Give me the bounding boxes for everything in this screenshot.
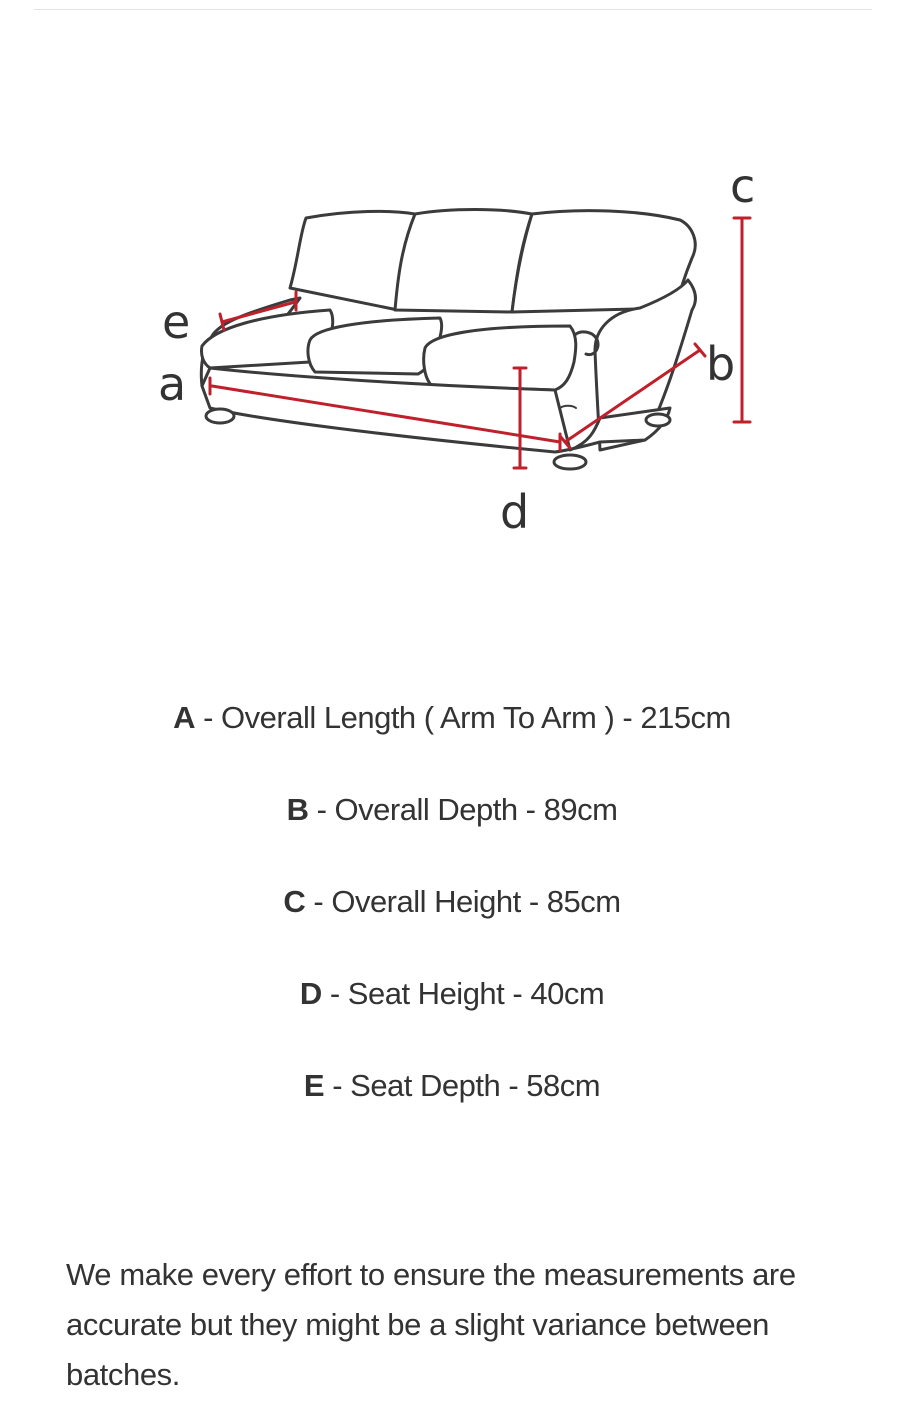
label-c: c [730, 159, 756, 213]
spec-text: Seat Height - 40cm [347, 976, 605, 1011]
spec-row-d [0, 966, 904, 1058]
skirt-detail [560, 406, 576, 408]
sofa-dimension-diagram [140, 150, 780, 550]
label-b: b [706, 337, 736, 391]
spec-key: C [283, 884, 306, 919]
spec-separator: - [321, 976, 348, 1011]
measurement-disclaimer: We make every effort to ensure the measurements are accurate but they might be a slight variance between batches. [66, 1257, 796, 1392]
label-e: e [162, 295, 191, 349]
dimension-spec-list [0, 690, 904, 1150]
spec-separator: - [194, 700, 222, 735]
foot-left [206, 409, 234, 423]
spec-key: E [303, 1068, 325, 1103]
spec-text: Overall Depth - 89cm [334, 792, 618, 827]
top-divider [34, 9, 872, 10]
spec-row-a [0, 690, 904, 782]
back-cushion-middle [395, 210, 532, 313]
spec-row-c [0, 874, 904, 966]
label-a: a [158, 357, 187, 411]
spec-row-e [0, 1058, 904, 1150]
spec-key: A [173, 700, 195, 735]
spec-key: B [286, 792, 309, 827]
spec-key: D [299, 976, 322, 1011]
foot-middle [554, 455, 586, 469]
spec-separator: - [305, 884, 332, 919]
spec-text: Seat Depth - 58cm [350, 1068, 601, 1103]
sofa-illustration [140, 150, 780, 550]
spec-row-b [0, 782, 904, 874]
spec-text: Overall Length ( Arm To Arm ) - 215cm [221, 700, 731, 735]
label-d: d [500, 485, 530, 539]
spec-separator: - [324, 1068, 351, 1103]
foot-right [646, 414, 670, 426]
seat-cushion-right [424, 326, 576, 390]
spec-text: Overall Height - 85cm [331, 884, 621, 919]
spec-separator: - [308, 792, 335, 827]
